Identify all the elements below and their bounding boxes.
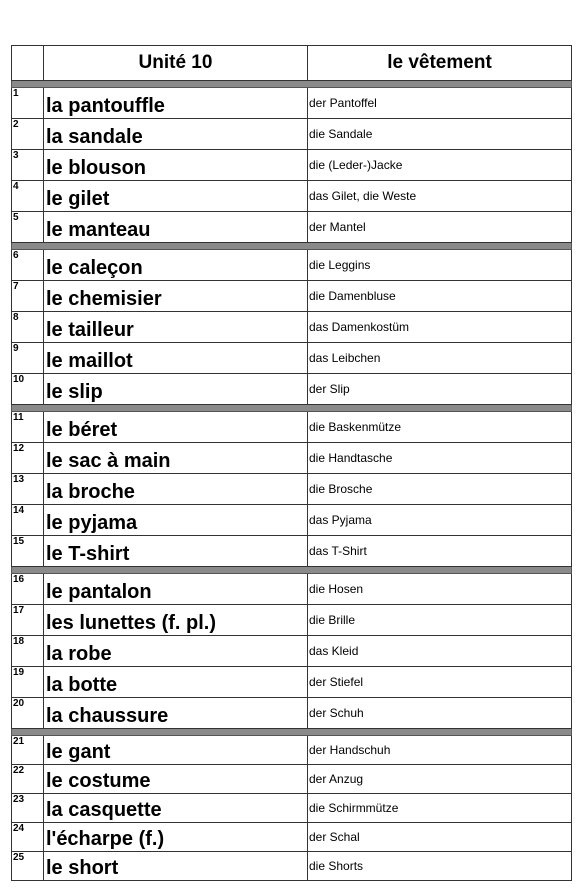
vocab-row (12, 574, 572, 605)
german-translation: die Schirmmütze (308, 794, 572, 823)
group-separator (12, 81, 572, 88)
row-number: 24 (12, 823, 44, 852)
german-translation: das Damenkostüm (308, 312, 572, 343)
separator-bar (12, 567, 572, 574)
row-number: 8 (12, 312, 44, 343)
row-number: 10 (12, 374, 44, 405)
vocab-row (12, 281, 572, 312)
row-number: 6 (12, 250, 44, 281)
german-translation: das Leibchen (308, 343, 572, 374)
header-unit: Unité 10 (44, 46, 308, 81)
vocab-row (12, 698, 572, 729)
row-number: 20 (12, 698, 44, 729)
french-term: la broche (44, 474, 308, 505)
vocab-row (12, 250, 572, 281)
row-number: 7 (12, 281, 44, 312)
group-separator (12, 243, 572, 250)
row-number: 25 (12, 852, 44, 881)
row-number: 13 (12, 474, 44, 505)
row-number: 14 (12, 505, 44, 536)
vocab-row (12, 605, 572, 636)
vocab-row (12, 150, 572, 181)
vocab-row (12, 736, 572, 765)
german-translation: die Sandale (308, 119, 572, 150)
french-term: le tailleur (44, 312, 308, 343)
row-number: 11 (12, 412, 44, 443)
french-term: la botte (44, 667, 308, 698)
group-separator (12, 405, 572, 412)
french-term: le gant (44, 736, 308, 765)
german-translation: der Stiefel (308, 667, 572, 698)
vocabulary-table (11, 45, 572, 881)
vocab-row (12, 536, 572, 567)
french-term: le pyjama (44, 505, 308, 536)
vocab-row (12, 343, 572, 374)
german-translation: der Mantel (308, 212, 572, 243)
vocabulary-sheet (11, 45, 571, 881)
row-number: 17 (12, 605, 44, 636)
row-number: 12 (12, 443, 44, 474)
row-number: 19 (12, 667, 44, 698)
row-number: 16 (12, 574, 44, 605)
german-translation: das T-Shirt (308, 536, 572, 567)
separator-bar (12, 405, 572, 412)
header-row (12, 46, 572, 81)
german-translation: das Pyjama (308, 505, 572, 536)
french-term: l'écharpe (f.) (44, 823, 308, 852)
french-term: le béret (44, 412, 308, 443)
french-term: le pantalon (44, 574, 308, 605)
german-translation: die Baskenmütze (308, 412, 572, 443)
german-translation: der Slip (308, 374, 572, 405)
german-translation: die Brosche (308, 474, 572, 505)
german-translation: die (Leder-)Jacke (308, 150, 572, 181)
row-number: 18 (12, 636, 44, 667)
french-term: la pantouffle (44, 88, 308, 119)
german-translation: die Hosen (308, 574, 572, 605)
separator-bar (12, 729, 572, 736)
french-term: le sac à main (44, 443, 308, 474)
vocab-row (12, 119, 572, 150)
german-translation: das Gilet, die Weste (308, 181, 572, 212)
row-number: 9 (12, 343, 44, 374)
german-translation: der Schal (308, 823, 572, 852)
german-translation: die Brille (308, 605, 572, 636)
vocab-row (12, 443, 572, 474)
row-number: 2 (12, 119, 44, 150)
vocab-row (12, 852, 572, 881)
row-number: 23 (12, 794, 44, 823)
german-translation: der Pantoffel (308, 88, 572, 119)
vocab-row (12, 636, 572, 667)
german-translation: die Leggins (308, 250, 572, 281)
french-term: la casquette (44, 794, 308, 823)
french-term: le manteau (44, 212, 308, 243)
header-number-cell (12, 46, 44, 81)
french-term: la chaussure (44, 698, 308, 729)
vocab-row (12, 794, 572, 823)
german-translation: die Shorts (308, 852, 572, 881)
vocab-row (12, 474, 572, 505)
row-number: 3 (12, 150, 44, 181)
separator-bar (12, 81, 572, 88)
vocab-row (12, 667, 572, 698)
vocab-row (12, 88, 572, 119)
french-term: le T-shirt (44, 536, 308, 567)
german-translation: der Schuh (308, 698, 572, 729)
vocab-row (12, 181, 572, 212)
german-translation: die Damenbluse (308, 281, 572, 312)
vocab-row (12, 412, 572, 443)
row-number: 5 (12, 212, 44, 243)
german-translation: das Kleid (308, 636, 572, 667)
french-term: la robe (44, 636, 308, 667)
row-number: 21 (12, 736, 44, 765)
french-term: le blouson (44, 150, 308, 181)
french-term: le short (44, 852, 308, 881)
row-number: 22 (12, 765, 44, 794)
french-term: le chemisier (44, 281, 308, 312)
separator-bar (12, 243, 572, 250)
french-term: le caleçon (44, 250, 308, 281)
row-number: 4 (12, 181, 44, 212)
vocab-row (12, 374, 572, 405)
german-translation: der Handschuh (308, 736, 572, 765)
german-translation: die Handtasche (308, 443, 572, 474)
header-topic: le vêtement (308, 46, 572, 81)
french-term: les lunettes (f. pl.) (44, 605, 308, 636)
french-term: le costume (44, 765, 308, 794)
vocab-row (12, 823, 572, 852)
vocabulary-body (12, 81, 572, 881)
vocab-row (12, 765, 572, 794)
vocab-row (12, 212, 572, 243)
french-term: le maillot (44, 343, 308, 374)
vocab-row (12, 312, 572, 343)
french-term: la sandale (44, 119, 308, 150)
group-separator (12, 729, 572, 736)
french-term: le gilet (44, 181, 308, 212)
german-translation: der Anzug (308, 765, 572, 794)
row-number: 15 (12, 536, 44, 567)
row-number: 1 (12, 88, 44, 119)
vocab-row (12, 505, 572, 536)
french-term: le slip (44, 374, 308, 405)
group-separator (12, 567, 572, 574)
